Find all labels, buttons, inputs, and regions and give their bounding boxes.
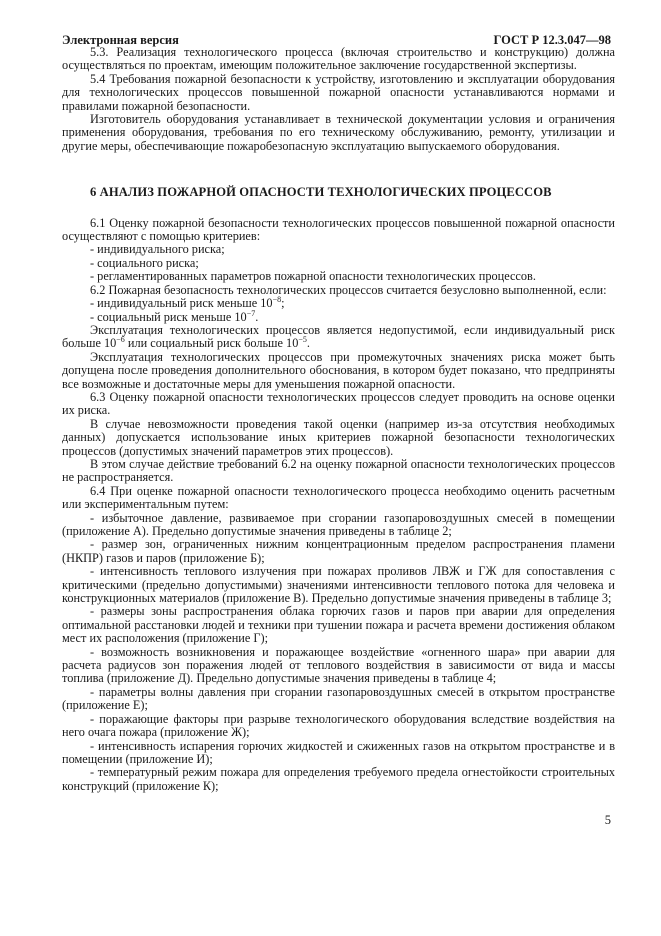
paragraph-6-3: 6.3 Оценку пожарной опасности технологических процессов следует проводить на основе оценки их риска. (62, 389, 615, 418)
list-item: - возможность возникновения и поражающее воздействие «огненного шара» при аварии для расчета радиусов зон поражения людей от теплового воздействия в зависимости от вида и массы топлива (приложение Д). Предельно допустимые значения приведены в таблице 4; (62, 644, 615, 686)
header-edition-label: Электронная версия (62, 33, 179, 47)
paragraph-6-4: 6.4 При оценке пожарной опасности технологического процесса необходимо оценить расчетным или экспериментальным путем: (62, 483, 615, 512)
list-item: - регламентированных параметров пожарной опасности технологических процессов. (90, 269, 536, 284)
paragraph-6-2: 6.2 Пожарная безопасность технологических процессов считается безусловно выполненной, если: (90, 282, 607, 297)
paragraph-unacceptable: Эксплуатация технологических процессов является недопустимой, если индивидуальный риск больше $10^{-6}$ или социальный риск больше $10^{-5}$. (62, 322, 615, 351)
list-item: - индивидуальный риск меньше $10^{-8}$; (90, 295, 285, 311)
exponent: −8 (272, 295, 282, 305)
list-item: - социальный риск меньше $10^{-7}$. (90, 308, 259, 324)
exponent: −6 (116, 335, 125, 345)
document-body (62, 46, 615, 793)
page-number: 5 (604, 813, 611, 827)
paragraph-exception: В этом случае действие требований 6.2 на оценку пожарной опасности технологических процессов не распространяется. (62, 456, 615, 485)
paragraph-no-data: В случае невозможности проведения такой оценки (например из-за отсутствия необходимых данных) допускается использование иных критериев пожарной безопасности технологических процессов (допустимых значений параметров этих процессов). (62, 416, 615, 458)
exponent: −5 (298, 335, 307, 345)
exponent: −7 (246, 308, 256, 318)
paragraph-manufacturer: Изготовитель оборудования устанавливает в технической документации условия и ограничения применения оборудования, требования по его техническому обслуживанию, ремонту, утилизации и другие меры, обеспечивающие пожаробезопасную эксплуатацию выпускаемого оборудования. (62, 112, 615, 153)
list-item: - температурный режим пожара для определения требуемого предела огнестойкости строительных конструкций (приложение К); (62, 765, 615, 793)
paragraph-5-3: 5.3. Реализация технологического процесса (включая строительство и конструкцию) должна осуществляться по проектам, имеющим положительное заключение государственной экспертизы. (62, 45, 615, 73)
list-item: - размер зон, ограниченных нижним концентрационным пределом распространения пламени (НКПР) газов и паров (приложение Б); (62, 537, 615, 565)
paragraph-6-1: 6.1 Оценку пожарной безопасности технологических процессов повышенной пожарной опасности осуществляют с помощью критериев: (62, 215, 615, 244)
list-item: - параметры волны давления при сгорании газопаровоздушных смесей в открытом пространстве (приложение Е); (62, 684, 615, 713)
paragraph-intermediate: Эксплуатация технологических процессов при промежуточных значениях риска может быть допущена после проведения дополнительного обоснования, в котором будет показано, что предприняты все возможные и достаточные меры для уменьшения пожарной опасности. (62, 349, 615, 391)
header-standard-code: ГОСТ Р 12.3.047—98 (493, 33, 611, 47)
section-title: 6 АНАЛИЗ ПОЖАРНОЙ ОПАСНОСТИ ТЕХНОЛОГИЧЕСКИХ ПРОЦЕССОВ (90, 185, 552, 200)
list-item: - индивидуального риска; (90, 242, 225, 257)
list-item: - избыточное давление, развиваемое при сгорании газопаровоздушных смесей в помещении (приложение А). Предельно допустимые значения приведены в таблице 2; (62, 510, 615, 538)
list-item: - размеры зоны распространения облака горючих газов и паров при аварии для определения оптимальной расстановки людей и техники при тушении пожара и расчета времени достижения облаком мест их расположения (приложение Г); (62, 604, 615, 646)
paragraph-5-4: 5.4 Требования пожарной безопасности к устройству, изготовлению и эксплуатации оборудования для технологических процессов повышенной пожарной опасности устанавливаются нормами и правилами пожарной безопасности. (62, 71, 615, 113)
list-item: - интенсивность испарения горючих жидкостей и сжиженных газов на открытом пространстве и в помещении (приложение И); (62, 738, 615, 766)
list-item: - интенсивность теплового излучения при пожарах проливов ЛВЖ и ГЖ для сопоставления с критическими (предельно допустимыми) значениями интенсивности теплового потока для человека и конструкционных материалов (приложение В). Предельно допустимые значения приведены в таблице 3; (62, 564, 615, 606)
list-item: - социального риска; (90, 255, 199, 270)
list-item: - поражающие факторы при разрыве технологического оборудования вследствие воздействия на него очага пожара (приложение Ж); (62, 711, 615, 740)
